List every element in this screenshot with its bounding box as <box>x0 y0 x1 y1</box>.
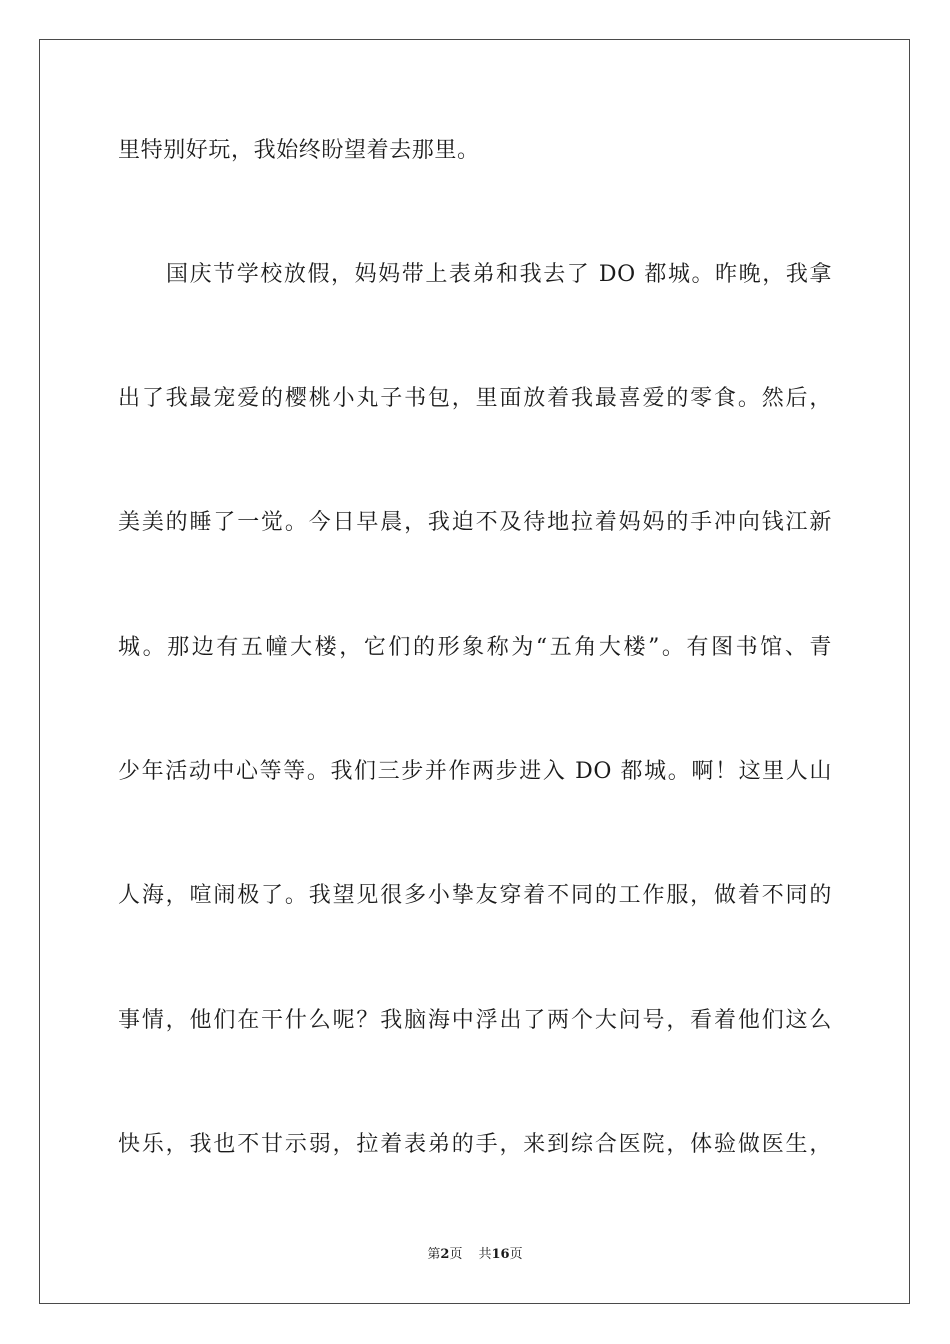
text-line-2: 国庆节学校放假，妈妈带上表弟和我去了 DO 都城。昨晚，我拿 <box>166 262 832 287</box>
text-line-1: 里特别好玩，我始终盼望着去那里。 <box>118 138 480 163</box>
text-line-3: 出了我最宠爱的樱桃小丸子书包，里面放着我最喜爱的零食。然后， <box>118 386 832 411</box>
text-line-4: 美美的睡了一觉。今日早晨，我迫不及待地拉着妈妈的手冲向钱江新 <box>118 510 832 535</box>
total-suffix: 页 <box>509 1247 523 1262</box>
page-number: 2 <box>440 1247 450 1262</box>
total-pages: 16 <box>491 1247 510 1262</box>
page-suffix: 页 <box>449 1247 463 1262</box>
total-prefix: 共 <box>478 1247 492 1262</box>
text-line-5: 城。那边有五幢大楼，它们的形象称为“五角大楼”。有图书馆、青 <box>118 635 832 660</box>
text-line-8: 事情，他们在干什么呢？我脑海中浮出了两个大问号，看着他们这么 <box>118 1008 832 1033</box>
text-line-7: 人海，喧闹极了。我望见很多小挚友穿着不同的工作服，做着不同的 <box>118 883 832 908</box>
page-border <box>39 39 910 1304</box>
text-line-6: 少年活动中心等等。我们三步并作两步进入 DO 都城。啊！这里人山 <box>118 759 832 784</box>
page-prefix: 第 <box>427 1247 441 1262</box>
text-line-9: 快乐，我也不甘示弱，拉着表弟的手，来到综合医院，体验做医生， <box>118 1132 832 1157</box>
page-footer <box>0 1246 950 1264</box>
